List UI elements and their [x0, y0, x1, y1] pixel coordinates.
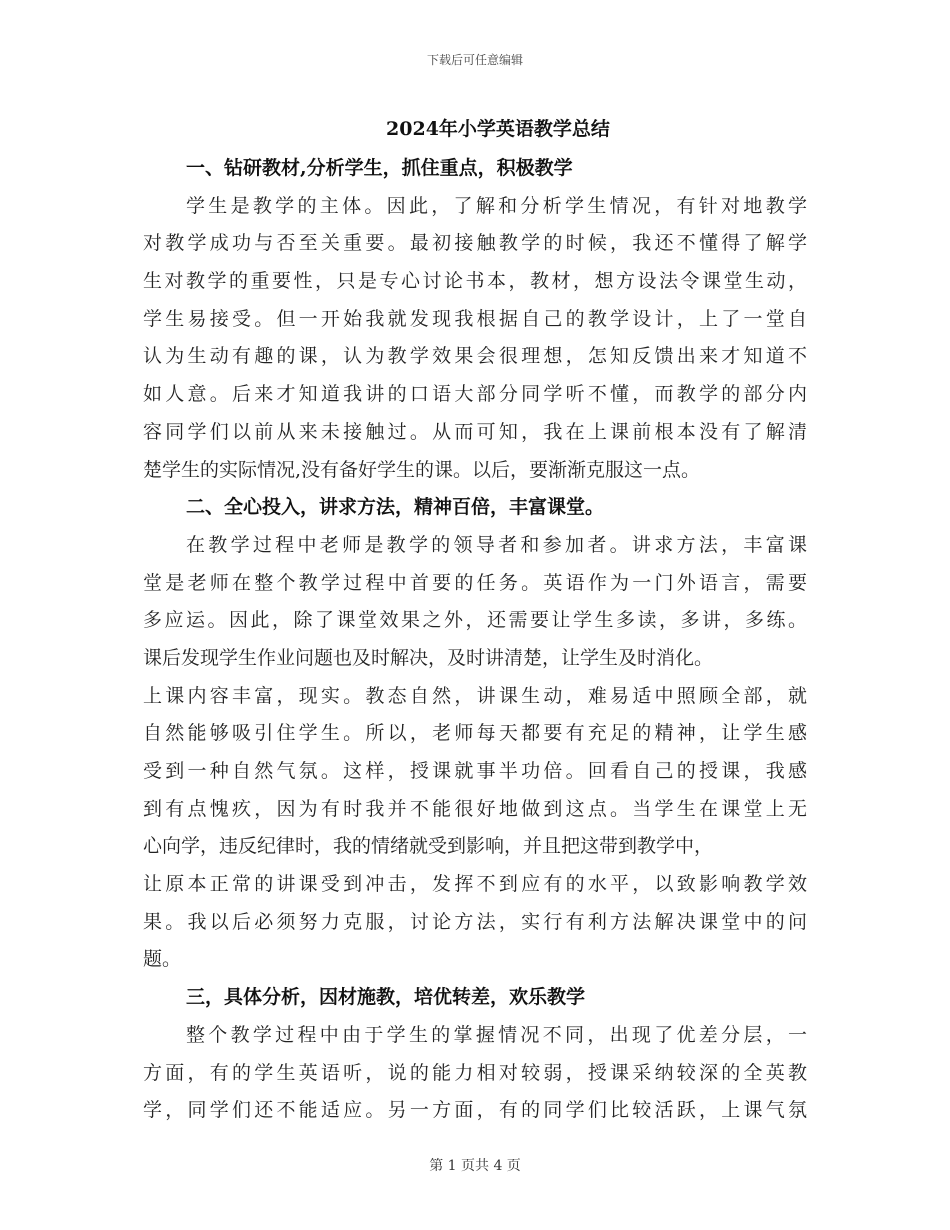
paragraph-line: 自然能够吸引住学生。所以，老师每天都要有充足的精神，让学生感	[143, 722, 807, 745]
paragraph-line: 方面，有的学生英语听，说的能力相对较弱，授课采纳较深的全英教	[143, 1061, 807, 1084]
paragraph-line: 认为生动有趣的课，认为教学效果会很理想，怎知反馈出来才知道不	[143, 345, 807, 368]
document-title: 2024年小学英语教学总结	[386, 118, 610, 140]
paragraph-line: 心向学，违反纪律时，我的情绪就受到影响，并且把这带到教学中，	[143, 835, 714, 858]
paragraph-line: 果。我以后必须努力克服，讨论方法，实行有利方法解决课堂中的问	[143, 910, 807, 933]
document-body	[143, 150, 807, 1130]
paragraph-line: 让原本正常的讲课受到冲击，发挥不到应有的水平，以致影响教学效	[143, 873, 807, 896]
paragraph-line: 学生易接受。但一开始我就发现我根据自己的教学设计，上了一堂自	[143, 307, 807, 330]
section-heading-1: 一、钻研教材,分析学生，抓住重点，积极教学	[186, 157, 573, 179]
paragraph-line: 学生是教学的主体。因此，了解和分析学生情况，有针对地教学	[186, 194, 807, 217]
paragraph-line: 课后发现学生作业问题也及时解决，及时讲清楚，让学生及时消化。	[143, 646, 714, 669]
paragraph-line: 多应运。因此，除了课堂效果之外，还需要让学生多读，多讲，多练。	[143, 609, 807, 632]
paragraph-line: 容同学们以前从来未接触过。从而可知，我在上课前根本没有了解清	[143, 420, 807, 443]
paragraph-line: 楚学生的实际情况,没有备好学生的课。以后，要渐渐克服这一点。	[143, 458, 701, 481]
page-header-note: 下载后可任意编辑	[426, 53, 523, 67]
section-heading-3: 三，具体分析，因材施教，培优转差，欢乐教学	[186, 986, 586, 1009]
paragraph-line: 堂是老师在整个教学过程中首要的任务。英语作为一门外语言，需要	[143, 571, 807, 594]
paragraph-line: 受到一种自然气氛。这样，授课就事半功倍。回看自己的授课，我感	[143, 760, 807, 782]
paragraph-line: 题。	[143, 948, 182, 971]
paragraph-line: 生对教学的重要性，只是专心讨论书本，教材，想方设法令课堂生动，	[143, 270, 807, 293]
paragraph-line: 学，同学们还不能适应。另一方面，有的同学们比较活跃，上课气氛	[143, 1099, 807, 1122]
paragraph-line: 在教学过程中老师是教学的领导者和参加者。讲求方法，丰富课	[186, 533, 807, 556]
section-heading-2: 二、全心投入，讲求方法，精神百倍，丰富课堂。	[186, 496, 605, 519]
page-number-footer: 第 1 页共 4 页	[429, 1158, 521, 1174]
paragraph-line: 到有点愧疚，因为有时我并不能很好地做到这点。当学生在课堂上无	[143, 797, 807, 820]
paragraph-line: 对教学成功与否至关重要。最初接触教学的时候，我还不懂得了解学	[143, 232, 807, 255]
paragraph-line: 上课内容丰富，现实。教态自然，讲课生动，难易适中照顾全部，就	[143, 684, 807, 707]
paragraph-line: 如人意。后来才知道我讲的口语大部分同学听不懂，而教学的部分内	[143, 383, 807, 406]
paragraph-line: 整个教学过程中由于学生的掌握情况不同，出现了优差分层，一	[186, 1023, 807, 1046]
